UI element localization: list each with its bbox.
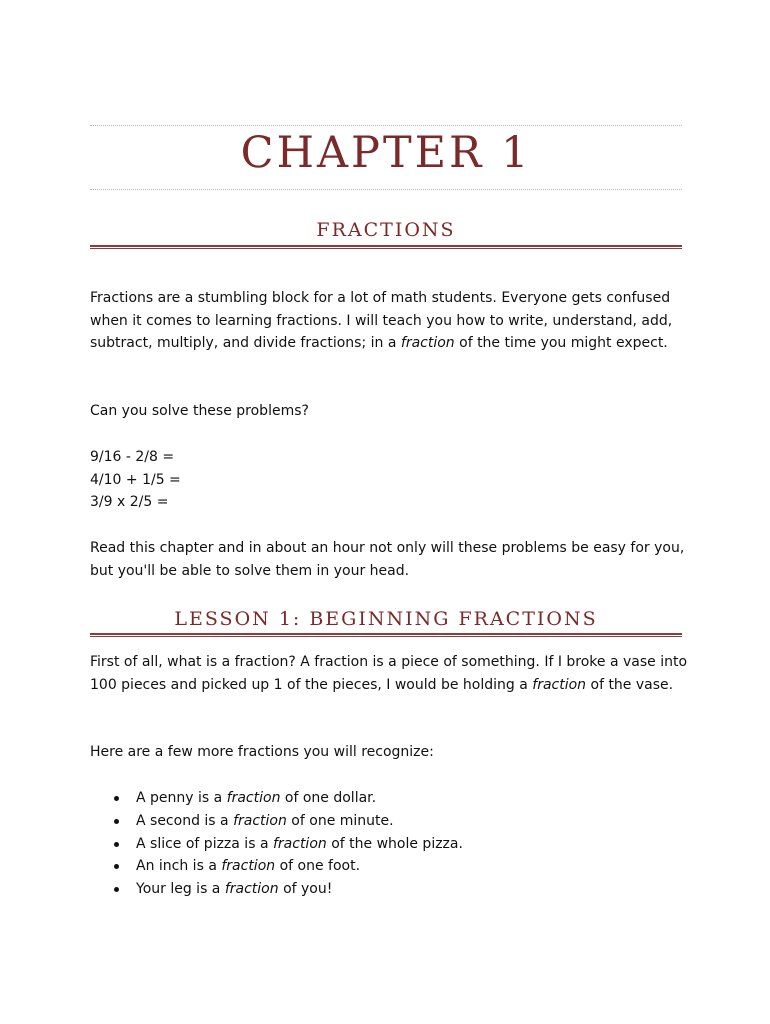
top-divider — [90, 125, 682, 126]
intro-paragraph — [90, 287, 690, 355]
bullet-icon — [114, 796, 119, 801]
lesson-text: First of all, what is a fraction? A fraction is a piece of something. If I broke a vase into 100 pieces and picked up 1 of the pieces, I would be holding a — [90, 654, 688, 693]
list-item: A second is a fraction of one minute. — [110, 810, 463, 833]
bullet-icon — [114, 819, 119, 824]
problem-list — [90, 446, 181, 514]
list-item: Your leg is a fraction of you! — [110, 878, 463, 901]
lesson-rule — [90, 633, 682, 637]
list-item: A slice of pizza is a fraction of the whole pizza. — [110, 833, 463, 856]
section-rule — [90, 245, 682, 249]
intro-text-end: of the time you might expect. — [454, 335, 668, 351]
examples-list — [110, 787, 463, 901]
closing-paragraph: Read this chapter and in about an hour not only will these problems be easy for you, but you'll be able to solve them in your head. — [90, 540, 685, 579]
problem-item: 3/9 x 2/5 = — [90, 494, 169, 510]
list-item: A penny is a fraction of one dollar. — [110, 787, 463, 810]
chapter-divider — [90, 189, 682, 190]
question-paragraph: Can you solve these problems? — [90, 403, 309, 419]
intro-emphasis: fraction — [400, 335, 455, 351]
chapter-title: CHAPTER 1 — [240, 128, 532, 178]
examples-intro: Here are a few more fractions you will recognize: — [90, 744, 434, 760]
bullet-icon — [114, 864, 119, 869]
intro-text: Fractions are a stumbling block for a lot of math students. Everyone gets confused when it comes to learning fractions. I will teach you how to write, understand, add, subtract, multiply, and divide fractions; in a — [90, 290, 673, 351]
lesson-title: LESSON 1: BEGINNING FRACTIONS — [174, 608, 598, 630]
problem-item: 4/10 + 1/5 = — [90, 471, 181, 488]
lesson-emphasis: fraction — [532, 676, 587, 693]
bullet-icon — [114, 887, 119, 892]
lesson-text-end: of the vase. — [586, 676, 674, 693]
lesson-paragraph — [90, 651, 690, 696]
list-item: An inch is a fraction of one foot. — [110, 855, 463, 878]
problem-item: 9/16 - 2/8 = — [90, 449, 175, 465]
bullet-icon — [114, 842, 119, 847]
section-title: FRACTIONS — [316, 219, 456, 241]
